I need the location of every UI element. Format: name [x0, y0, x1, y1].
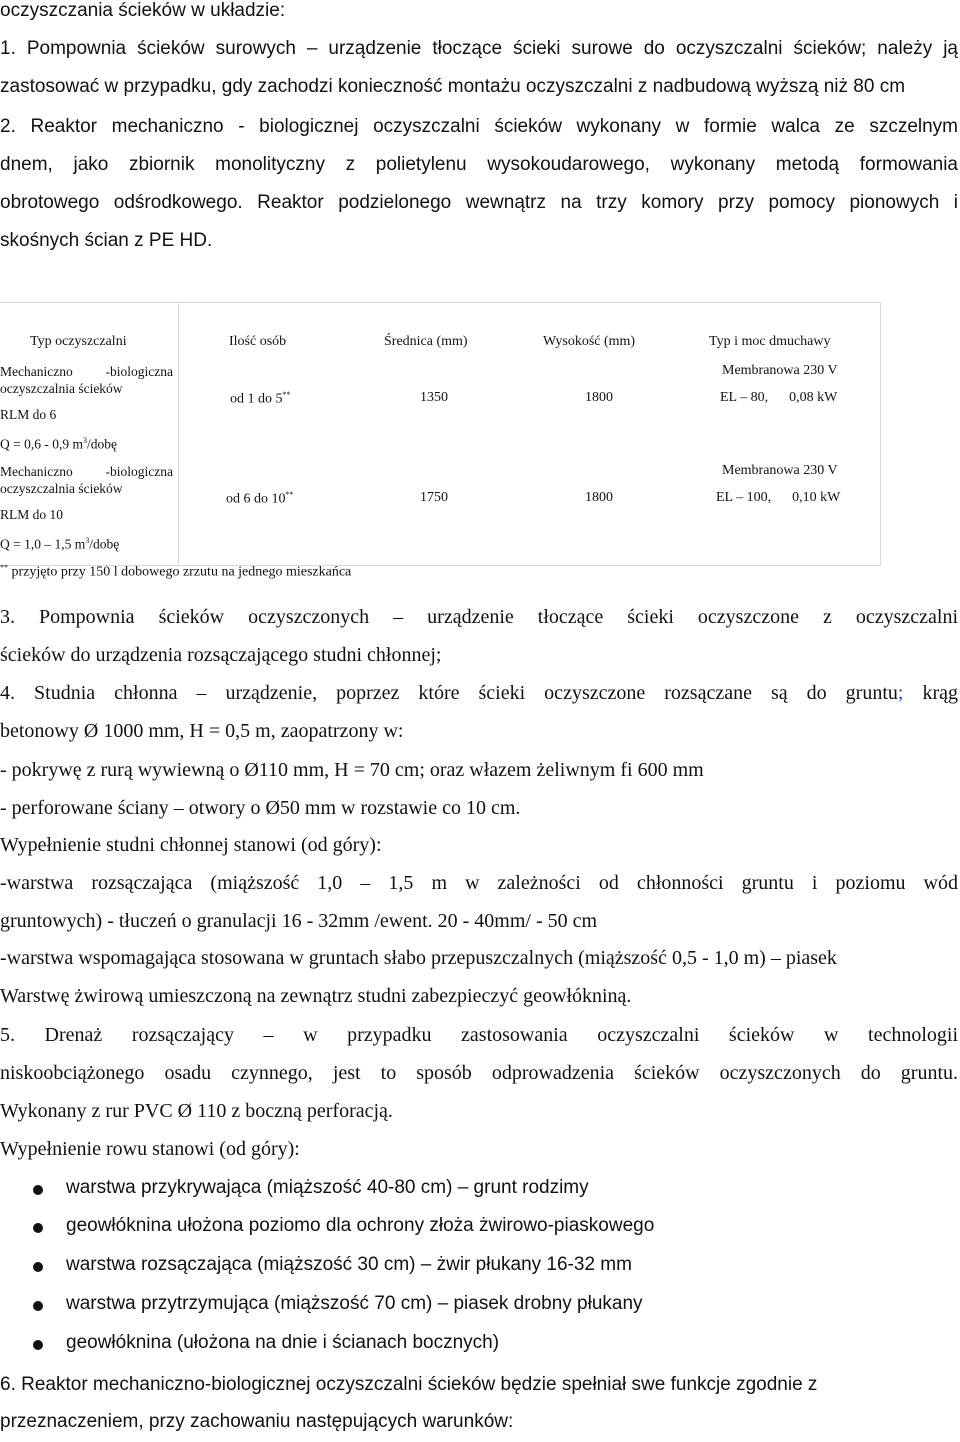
- table-row-2-blower-power: EL – 100, 0,10 kW: [716, 490, 841, 505]
- intro-line: oczyszczania ścieków w układzie:: [0, 0, 286, 21]
- table-row-1-type: [0, 363, 173, 453]
- table-row-2-diameter: 1750: [420, 490, 448, 505]
- table-row-2-height: 1800: [585, 490, 613, 505]
- row-1-type-a: Mechaniczno: [0, 364, 73, 379]
- row-2-type-a: Mechaniczno: [0, 464, 73, 479]
- row-1-type-c: oczyszczalnia ścieków: [0, 381, 123, 396]
- item-4-line-3: - pokrywę z rurą wywiewną o Ø110 mm, H = 70 cm; oraz włazem żeliwnym fi 600 mm: [0, 759, 704, 781]
- fill-layer-4: warstwa przytrzymująca (miąższość 70 cm) – piasek drobny płukany: [66, 1293, 643, 1314]
- table-row-2-persons: od 6 do 10**: [226, 490, 294, 507]
- item-2-line-4: skośnych ścian z PE HD.: [0, 230, 213, 251]
- fill-layer-3: warstwa rozsączająca (miąższość 30 cm) – żwir płukany 16-32 mm: [66, 1254, 632, 1275]
- item-3-line-1: 3. Pompownia ścieków oczyszczonych – urządzenie tłoczące ścieki oczyszczone z oczyszczalni: [0, 606, 958, 628]
- table-row-1-diameter: 1350: [420, 390, 448, 405]
- row-2-type-b: -biologiczna: [105, 464, 173, 479]
- table-header-type: Typ oczyszczalni: [30, 334, 127, 349]
- row-1-flow: Q = 0,6 - 0,9 $m^3$/dobę: [0, 436, 117, 452]
- bullet-icon: [33, 1185, 43, 1195]
- item-4-line-8: -warstwa wspomagająca stosowana w gruntach słabo przepuszczalnych (miąższość 0,5 - 1,0 m) – piasek: [0, 947, 837, 969]
- table-row-1-blower-model: Membranowa 230 V: [722, 363, 838, 378]
- bullet-icon: [33, 1262, 43, 1272]
- table-divider: [178, 303, 179, 565]
- item-4-line-5: Wypełnienie studni chłonnej stanowi (od góry):: [0, 834, 382, 856]
- table-row-2-type: [0, 463, 173, 553]
- row-2-flow: Q = 1,0 – 1,5 $m^3$/dobę: [0, 536, 120, 552]
- table-footnote: ** przyjęto przy 150 l dobowego zrzutu na jednego mieszkańca: [0, 563, 352, 580]
- table-row-1-blower-power: EL – 80, 0,08 kW: [720, 390, 838, 405]
- bullet-icon: [33, 1301, 43, 1311]
- item-4-line-2: betonowy Ø 1000 mm, H = 0,5 m, zaopatrzony w:: [0, 720, 404, 742]
- item-4-line-6: -warstwa rozsączająca (miąższość 1,0 – 1,5 m w zależności od chłonności gruntu i poziomu wód: [0, 872, 958, 894]
- item-1-line-2: zastosować w przypadku, gdy zachodzi konieczność montażu oczyszczalni z nadbudową wyższą niż 80 cm: [0, 76, 906, 97]
- item-4-line-4: - perforowane ściany – otwory o Ø50 mm w rozstawie co 10 cm.: [0, 797, 521, 819]
- item-6-line-1: 6. Reaktor mechaniczno-biologicznej oczyszczalni ścieków będzie spełniał swe funkcje zgodnie z: [0, 1374, 818, 1395]
- item-2-line-2: dnem, jako zbiornik monolityczny z polietylenu wysokoudarowego, wykonany metodą formowania: [0, 154, 958, 175]
- item-4-line-7: gruntowych) - tłuczeń o granulacji 16 - 32mm /ewent. 20 - 40mm/ - 50 cm: [0, 910, 598, 932]
- item-2-line-3: obrotowego odśrodkowego. Reaktor podzielonego wewnątrz na trzy komory przy pomocy pionowych i: [0, 192, 958, 213]
- table-header-blower: Typ i moc dmuchawy: [709, 334, 831, 349]
- fill-layer-2: geowłóknina ułożona poziomo dla ochrony złoża żwirowo-piaskowego: [66, 1215, 655, 1236]
- row-2-rlm: RLM do 10: [0, 507, 64, 522]
- item-1-line-1: 1. Pompownia ścieków surowych – urządzenie tłoczące ścieki surowe do oczyszczalni ścieków; należy ją: [0, 38, 958, 59]
- item-5-line-2: niskoobciążonego osadu czynnego, jest to sposób odprowadzenia ścieków oczyszczonych do gruntu.: [0, 1062, 958, 1084]
- item-3-line-2: ścieków do urządzenia rozsączającego studni chłonnej;: [0, 644, 442, 666]
- row-1-rlm: RLM do 6: [0, 407, 57, 422]
- item-4-line-1: 4. Studnia chłonna – urządzenie, poprzez które ścieki oczyszczone rozsączane są do gruntu; krąg: [0, 682, 958, 704]
- item-5-line-4: Wypełnienie rowu stanowi (od góry):: [0, 1138, 300, 1160]
- table-row-1-height: 1800: [585, 390, 613, 405]
- table-row-2-blower-model: Membranowa 230 V: [722, 463, 838, 478]
- item-4-line-9: Warstwę żwirową umieszczoną na zewnątrz studni zabezpieczyć geowłókniną.: [0, 985, 632, 1007]
- row-1-type-b: -biologiczna: [105, 364, 173, 379]
- item-2-line-1: 2. Reaktor mechaniczno - biologicznej oczyszczalni ścieków wykonany w formie walca ze szczelnym: [0, 116, 958, 137]
- table-row-1-persons: od 1 do 5**: [230, 390, 291, 407]
- fill-layer-5: geowłóknina (ułożona na dnie i ścianach bocznych): [66, 1332, 500, 1353]
- table-header-height: Wysokość (mm): [543, 334, 636, 349]
- item-6-line-2: przeznaczeniem, przy zachowaniu następujących warunków:: [0, 1411, 514, 1432]
- fill-layer-1: warstwa przykrywająca (miąższość 40-80 cm) – grunt rodzimy: [66, 1177, 589, 1198]
- bullet-icon: [33, 1223, 43, 1233]
- item-5-line-1: 5. Drenaż rozsączający – w przypadku zastosowania oczyszczalni ścieków w technologii: [0, 1024, 958, 1046]
- bullet-icon: [33, 1340, 43, 1350]
- table-header-persons: Ilość osób: [229, 334, 287, 349]
- item-5-line-3: Wykonany z rur PVC Ø 110 z boczną perforacją.: [0, 1100, 393, 1122]
- row-2-type-c: oczyszczalnia ścieków: [0, 481, 123, 496]
- table-header-diameter: Średnica (mm): [384, 334, 468, 349]
